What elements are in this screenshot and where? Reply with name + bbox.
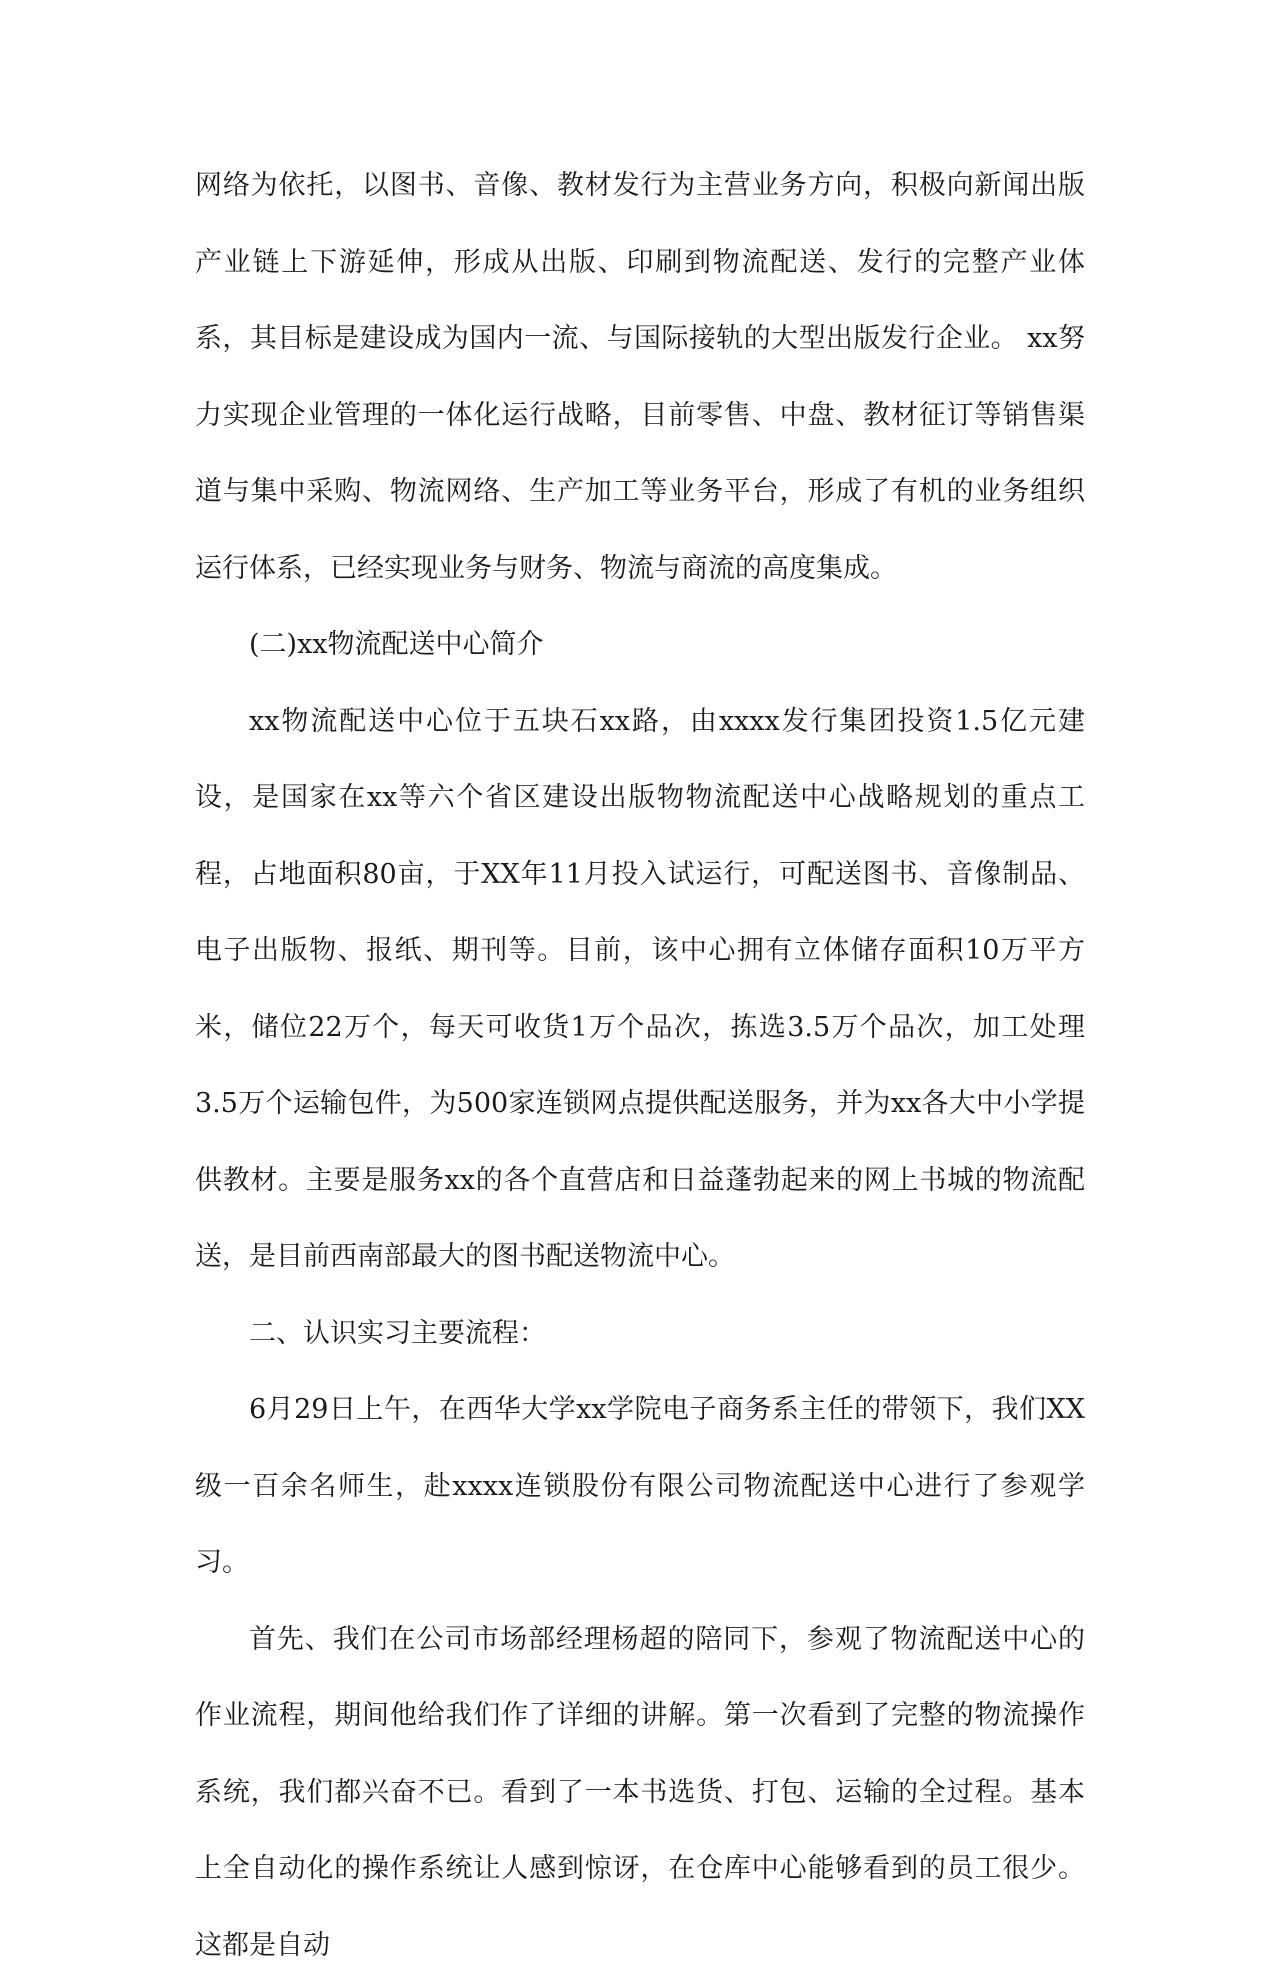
section-heading-internship-process: 二、认识实习主要流程：	[195, 1296, 1085, 1373]
document-body	[195, 148, 1085, 1984]
paragraph-center-intro: xx物流配送中心位于五块石xx路，由xxxx发行集团投资1.5亿元建设，是国家在xx等六个省区建设出版物物流配送中心战略规划的重点工程，占地面积80亩，于XX年11月投入试运行，可配送图书、音像制品、电子出版物、报纸、期刊等。目前，该中心拥有立体储存面积10万平方米，储位22万个，每天可收货1万个品次，拣选3.5万个品次，加工处理3.5万个运输包件，为500家连锁网点提供配送服务，并为xx各大中小学提供教材。主要是服务xx的各个直营店和日益蓬勃起来的网上书城的物流配送，是目前西南部最大的图书配送物流中心。	[195, 684, 1085, 1296]
paragraph-visit-date: 6月29日上午，在西华大学xx学院电子商务系主任的带领下，我们XX级一百余名师生，赴xxxx连锁股份有限公司物流配送中心进行了参观学习。	[195, 1372, 1085, 1602]
paragraph-company-overview: 网络为依托，以图书、音像、教材发行为主营业务方向，积极向新闻出版产业链上下游延伸，形成从出版、印刷到物流配送、发行的完整产业体系，其目标是建设成为国内一流、与国际接轨的大型出版发行企业。 xx努力实现企业管理的一体化运行战略，目前零售、中盘、教材征订等销售渠道与集中采购、物流网络、生产加工等业务平台，形成了有机的业务组织运行体系，已经实现业务与财务、物流与商流的高度集成。	[195, 148, 1085, 607]
section-heading-center-intro: (二)xx物流配送中心简介	[195, 607, 1085, 684]
paragraph-visit-details: 首先、我们在公司市场部经理杨超的陪同下，参观了物流配送中心的作业流程，期间他给我们作了详细的讲解。第一次看到了完整的物流操作系统，我们都兴奋不已。看到了一本书选货、打包、运输的全过程。基本上全自动化的操作系统让人感到惊讶，在仓库中心能够看到的员工很少。这都是自动	[195, 1602, 1085, 1984]
